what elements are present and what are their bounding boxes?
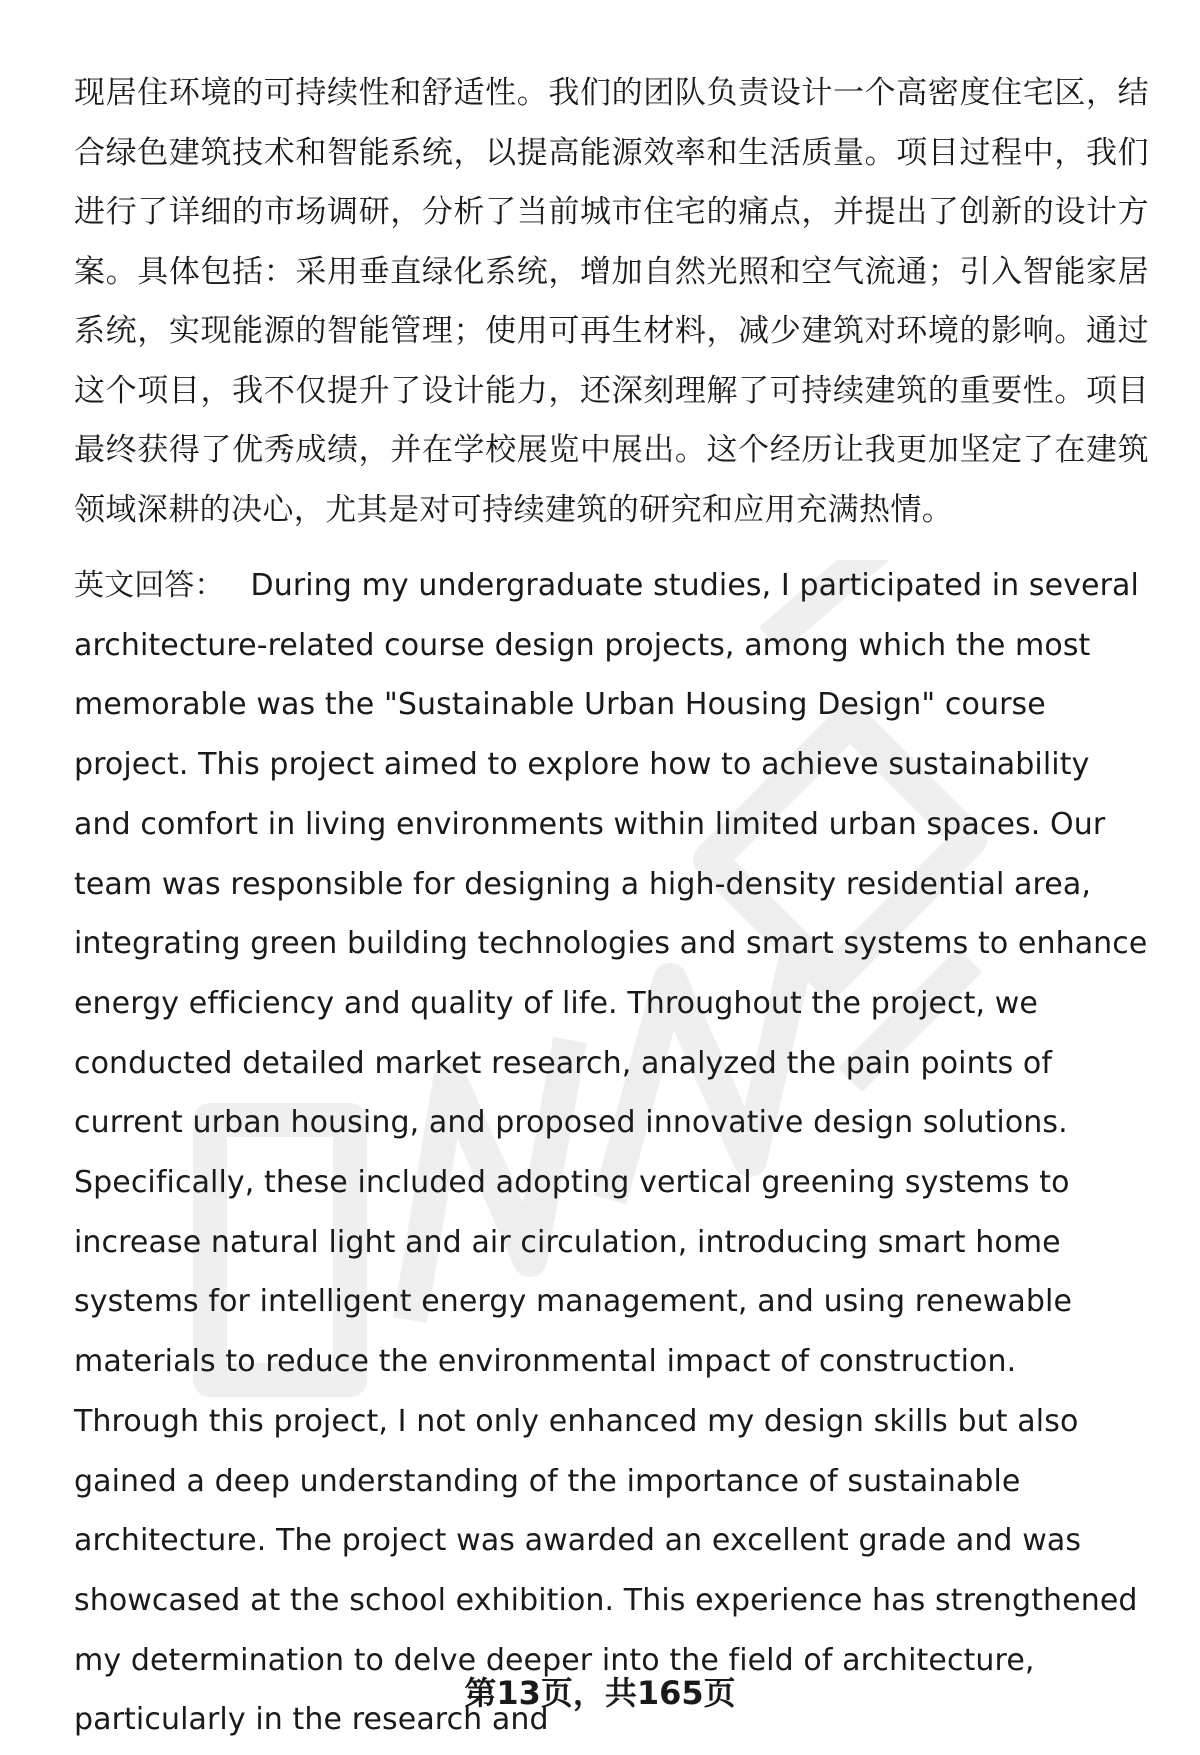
page-number-footer: 第13页，共165页	[464, 1674, 736, 1712]
chinese-answer-paragraph: 现居住环境的可持续性和舒适性。我们的团队负责设计一个高密度住宅区，结合绿色建筑技术和智能系统，以提高能源效率和生活质量。项目过程中，我们进行了详细的市场调研，分析了当前城市住宅的痛点，并提出了创新的设计方案。具体包括：采用垂直绿化系统，增加自然光照和空气流通；引入智能家居系统，实现能源的智能管理；使用可再生材料，减少建筑对环境的影响。通过这个项目，我不仅提升了设计能力，还深刻理解了可持续建筑的重要性。项目最终获得了优秀成绩，并在学校展览中展出。这个经历让我更加坚定了在建筑领域深耕的决心，尤其是对可持续建筑的研究和应用充满热情。	[74, 75, 1149, 528]
english-answer-paragraph	[74, 556, 1149, 1750]
english-answer-label: 英文回答：	[74, 568, 225, 603]
english-answer-text: During my undergraduate studies, I participated in several architecture-related course design projects, among which the most memorable was the "Sustainable Urban Housing Design" course project. This project aimed to explore how to achieve sustainability and comfort in living environments within limited urban spaces. Our team was responsible for designing a high-density residential area, integrating green building technologies and smart systems to enhance energy efficiency and quality of life. Throughout the project, we conducted detailed market research, analyzed the pain points of current urban housing, and proposed innovative design solutions. Specifically, these included adopting vertical greening systems to increase natural light and air circulation, introducing smart home systems for intelligent energy management, and using renewable materials to reduce the environmental impact of construction. Through this project, I not only enhanced my design skills but also gained a deep understanding of the importance of sustainable architecture. The project was awarded an excellent grade and was showcased at the school exhibition. This experience has strengthened my determination to delve deeper into the field of architecture, particularly in the research and	[74, 568, 1148, 1738]
content-area	[74, 64, 1149, 1750]
